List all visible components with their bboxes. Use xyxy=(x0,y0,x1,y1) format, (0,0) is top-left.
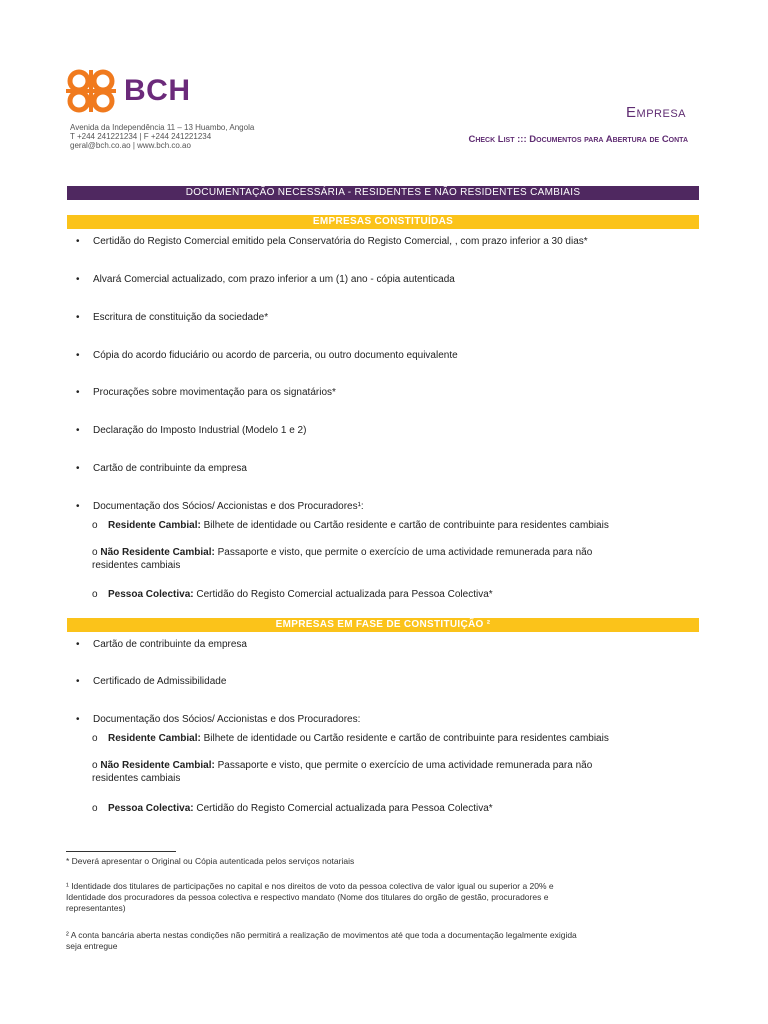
bullet-icon: • xyxy=(76,463,80,474)
bullet-icon: • xyxy=(76,312,80,323)
address-line: Avenida da Independência 11 – 13 Huambo, Angola xyxy=(70,123,255,132)
list-item: • Documentação dos Sócios/ Accionistas e dos Procuradores¹: xyxy=(76,501,364,512)
bch-logo xyxy=(66,68,116,114)
list-item: • Documentação dos Sócios/ Accionistas e dos Procuradores: xyxy=(76,714,361,725)
footnote-star: * Deverá apresentar o Original ou Cópia autenticada pelos serviços notariais xyxy=(66,856,355,866)
footnote-two: ² A conta bancária aberta nestas condições não permitirá a realização de movimentos até que toda a documentação legalmente exigida seja entregue xyxy=(66,930,577,951)
document-type: Empresa xyxy=(626,104,686,121)
phone-line: T +244 241221234 | F +244 241221234 xyxy=(70,132,212,141)
sub-item-collective: o Pessoa Colectiva: Certidão do Registo Comercial actualizada para Pessoa Colectiva* xyxy=(92,589,493,600)
bullet-icon: • xyxy=(76,387,80,398)
bullet-icon: • xyxy=(76,714,80,725)
bullet-icon: • xyxy=(76,236,80,247)
circle-marker-icon: o xyxy=(92,760,98,771)
list-item: • Cartão de contribuinte da empresa xyxy=(76,463,247,474)
circle-marker-icon: o xyxy=(92,589,98,600)
list-item: • Cartão de contribuinte da empresa xyxy=(76,639,247,650)
bullet-icon: • xyxy=(76,501,80,512)
main-section-band: DOCUMENTAÇÃO NECESSÁRIA - RESIDENTES E NÃO RESIDENTES CAMBIAIS xyxy=(67,186,699,200)
contact-line: geral@bch.co.ao | www.bch.co.ao xyxy=(70,141,191,150)
sub-item-resident: o Residente Cambial: Bilhete de identidade ou Cartão residente e cartão de contribuinte para residentes cambiais xyxy=(92,520,609,531)
sub-item-resident: o Residente Cambial: Bilhete de identidade ou Cartão residente e cartão de contribuinte para residentes cambiais xyxy=(92,733,609,744)
bullet-icon: • xyxy=(76,639,80,650)
sub-item-non-resident: o Não Residente Cambial: Passaporte e visto, que permite o exercício de uma actividade remunerada para não residentes cambiais xyxy=(92,760,593,784)
circle-marker-icon: o xyxy=(92,520,98,531)
list-item: • Procurações sobre movimentação para os signatários* xyxy=(76,387,336,398)
footnote-divider xyxy=(66,851,176,852)
list-item: • Certificado de Admissibilidade xyxy=(76,676,227,687)
list-item: • Escritura de constituição da sociedade* xyxy=(76,312,269,323)
bullet-icon: • xyxy=(76,676,80,687)
document-subtitle: Check List ::: Documentos para Abertura de Conta xyxy=(468,134,688,145)
sub-item-collective: o Pessoa Colectiva: Certidão do Registo Comercial actualizada para Pessoa Colectiva* xyxy=(92,803,493,814)
section-band-constituted: EMPRESAS CONSTITUÍDAS xyxy=(67,215,699,229)
bullet-icon: • xyxy=(76,350,80,361)
bullet-icon: • xyxy=(76,274,80,285)
brand-name: BCH xyxy=(124,74,191,107)
circle-marker-icon: o xyxy=(92,547,98,558)
bullet-icon: • xyxy=(76,425,80,436)
list-item: • Certidão do Registo Comercial emitido pela Conservatória do Registo Comercial, , com prazo inferior a 30 dias* xyxy=(76,236,588,247)
sub-item-non-resident: o Não Residente Cambial: Passaporte e visto, que permite o exercício de uma actividade remunerada para não residentes cambiais xyxy=(92,547,593,571)
circle-marker-icon: o xyxy=(92,733,98,744)
circle-marker-icon: o xyxy=(92,803,98,814)
list-item: • Declaração do Imposto Industrial (Modelo 1 e 2) xyxy=(76,425,307,436)
list-item: • Alvará Comercial actualizado, com prazo inferior a um (1) ano - cópia autenticada xyxy=(76,274,455,285)
section-band-in-constitution: EMPRESAS EM FASE DE CONSTITUIÇÃO ² xyxy=(67,618,699,632)
list-item: • Cópia do acordo fiduciário ou acordo de parceria, ou outro documento equivalente xyxy=(76,350,458,361)
footnote-one: ¹ Identidade dos titulares de participações no capital e nos direitos de voto da pessoa colectiva de valor igual ou superior a 20% e Identidade dos procuradores da pessoa colectiva e respectivo mandato (Nome dos titulares do orgão de gestão, procuradores e representantes) xyxy=(66,881,554,913)
